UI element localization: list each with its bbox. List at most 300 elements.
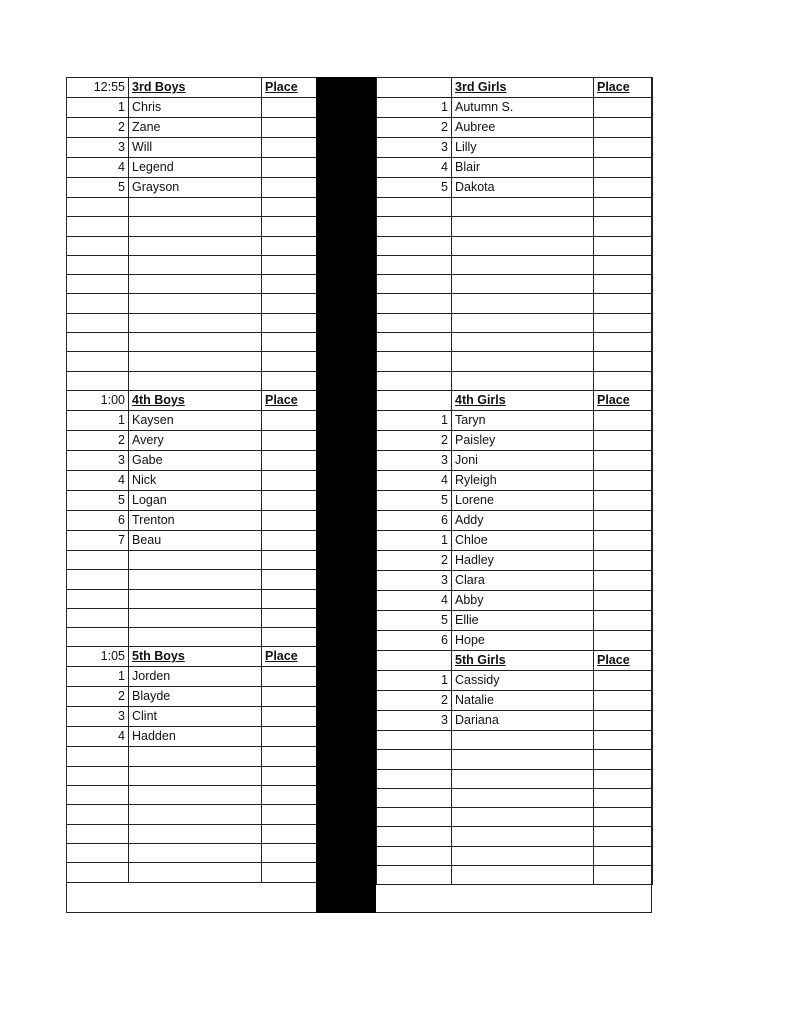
runner-name	[452, 236, 594, 255]
runner-name	[129, 236, 262, 255]
lane-number	[67, 275, 129, 294]
runner-name: Will	[129, 138, 262, 158]
lane-number	[377, 198, 452, 217]
runner-name: Beau	[129, 530, 262, 550]
place-cell	[594, 352, 653, 371]
table-row	[377, 590, 653, 610]
place-cell	[262, 470, 317, 490]
lane-number	[67, 333, 129, 352]
lane-number	[67, 628, 129, 647]
table-row	[67, 589, 317, 608]
runner-name	[452, 217, 594, 236]
runner-name: Paisley	[452, 430, 594, 450]
runner-name: Ryleigh	[452, 470, 594, 490]
runner-name: Chris	[129, 98, 262, 118]
runner-name	[452, 788, 594, 807]
table-row	[67, 352, 317, 371]
table-row	[377, 138, 653, 158]
table-row	[67, 786, 317, 805]
place-cell	[262, 707, 317, 727]
runner-name: Trenton	[129, 510, 262, 530]
section-header-row	[67, 647, 317, 667]
table-row	[377, 352, 653, 371]
lane-number	[67, 198, 129, 217]
place-cell	[262, 628, 317, 647]
place-cell	[594, 333, 653, 352]
place-header: Place	[262, 78, 317, 98]
table-row	[377, 490, 653, 510]
lane-number	[67, 255, 129, 274]
table-row	[377, 610, 653, 630]
table-row	[67, 313, 317, 332]
lane-number	[377, 275, 452, 294]
lane-number	[377, 294, 452, 313]
place-cell	[594, 769, 653, 788]
table-row	[377, 570, 653, 590]
place-cell	[594, 313, 653, 332]
table-row	[67, 805, 317, 824]
heat-time: 1:05	[67, 647, 129, 667]
heat-time: 12:55	[67, 78, 129, 98]
lane-number	[377, 313, 452, 332]
table-row	[377, 275, 653, 294]
place-cell	[262, 333, 317, 352]
place-cell	[594, 217, 653, 236]
place-header: Place	[594, 650, 653, 670]
table-row	[67, 667, 317, 687]
place-cell	[594, 490, 653, 510]
place-cell	[594, 710, 653, 730]
place-cell	[262, 863, 317, 882]
heat-time: 1:00	[67, 390, 129, 410]
runner-name	[452, 371, 594, 390]
table-row	[67, 371, 317, 390]
lane-number: 3	[67, 138, 129, 158]
runner-name: Joni	[452, 450, 594, 470]
runner-name	[452, 275, 594, 294]
heat-title: 4th Girls	[452, 390, 594, 410]
lane-number	[377, 236, 452, 255]
lane-number: 7	[67, 530, 129, 550]
table-row	[377, 371, 653, 390]
place-cell	[262, 490, 317, 510]
table-row	[377, 690, 653, 710]
lane-number: 2	[377, 550, 452, 570]
lane-number	[67, 352, 129, 371]
runner-name	[129, 217, 262, 236]
lane-number: 4	[377, 470, 452, 490]
runner-name: Clara	[452, 570, 594, 590]
runner-name: Logan	[129, 490, 262, 510]
lane-number: 5	[67, 490, 129, 510]
lane-number	[67, 747, 129, 766]
lane-number: 1	[377, 98, 452, 118]
table-row	[377, 866, 653, 885]
table-row	[67, 766, 317, 785]
runner-name: Dakota	[452, 178, 594, 198]
lane-number: 1	[67, 667, 129, 687]
runner-name	[129, 570, 262, 589]
table-row	[377, 217, 653, 236]
runner-name: Blair	[452, 158, 594, 178]
table-row	[67, 550, 317, 569]
runner-name: Addy	[452, 510, 594, 530]
runner-name	[452, 827, 594, 846]
lane-number	[67, 589, 129, 608]
table-row	[377, 827, 653, 846]
place-cell	[262, 766, 317, 785]
table-row	[377, 550, 653, 570]
runner-name: Aubree	[452, 118, 594, 138]
table-row	[67, 843, 317, 862]
lane-number: 6	[377, 510, 452, 530]
lane-number: 2	[377, 430, 452, 450]
lane-number	[67, 608, 129, 627]
runner-name	[452, 333, 594, 352]
place-header: Place	[262, 647, 317, 667]
runner-name: Legend	[129, 158, 262, 178]
place-cell	[594, 450, 653, 470]
runner-name: Grayson	[129, 178, 262, 198]
place-cell	[594, 294, 653, 313]
place-cell	[594, 236, 653, 255]
runner-name: Clint	[129, 707, 262, 727]
table-row	[67, 707, 317, 727]
lane-number: 2	[67, 118, 129, 138]
runner-name: Cassidy	[452, 670, 594, 690]
place-cell	[262, 198, 317, 217]
place-cell	[262, 824, 317, 843]
runner-name	[129, 863, 262, 882]
table-row	[67, 158, 317, 178]
runner-name: Hadden	[129, 727, 262, 747]
place-cell	[262, 275, 317, 294]
runner-name	[129, 313, 262, 332]
place-cell	[262, 843, 317, 862]
lane-number	[377, 333, 452, 352]
runner-name: Hadley	[452, 550, 594, 570]
table-row	[67, 608, 317, 627]
place-cell	[262, 313, 317, 332]
table-row	[377, 750, 653, 769]
table-row	[377, 430, 653, 450]
lane-number: 1	[67, 98, 129, 118]
lane-number	[377, 255, 452, 274]
runner-name: Lorene	[452, 490, 594, 510]
table-row	[377, 530, 653, 550]
place-cell	[594, 255, 653, 274]
place-cell	[262, 550, 317, 569]
place-cell	[594, 846, 653, 865]
table-row	[67, 178, 317, 198]
place-cell	[594, 198, 653, 217]
lane-number	[67, 294, 129, 313]
table-row	[67, 510, 317, 530]
place-cell	[262, 450, 317, 470]
table-row	[67, 628, 317, 647]
runner-name	[452, 313, 594, 332]
place-cell	[594, 510, 653, 530]
place-cell	[262, 410, 317, 430]
heat-title: 3rd Boys	[129, 78, 262, 98]
lane-number: 5	[67, 178, 129, 198]
table-row	[377, 450, 653, 470]
place-cell	[262, 667, 317, 687]
runner-name	[129, 371, 262, 390]
runner-name: Natalie	[452, 690, 594, 710]
table-row	[377, 808, 653, 827]
runner-name: Zane	[129, 118, 262, 138]
lane-number	[377, 866, 452, 885]
place-cell	[262, 786, 317, 805]
lane-number: 3	[377, 710, 452, 730]
heat-title: 5th Girls	[452, 650, 594, 670]
place-cell	[594, 138, 653, 158]
table-row	[377, 769, 653, 788]
runner-name	[452, 808, 594, 827]
lane-number	[67, 217, 129, 236]
table-row	[67, 255, 317, 274]
lane-number: 2	[67, 430, 129, 450]
lane-number	[67, 570, 129, 589]
table-row	[67, 430, 317, 450]
runner-name: Avery	[129, 430, 262, 450]
table-row	[377, 333, 653, 352]
runner-name	[129, 628, 262, 647]
heat-time	[377, 78, 452, 98]
place-cell	[594, 275, 653, 294]
lane-number: 3	[377, 450, 452, 470]
runner-name	[129, 805, 262, 824]
lane-number	[377, 846, 452, 865]
runner-name	[452, 255, 594, 274]
table-row	[67, 294, 317, 313]
lane-number	[67, 313, 129, 332]
lane-number	[377, 769, 452, 788]
lane-number: 4	[377, 590, 452, 610]
runner-name: Autumn S.	[452, 98, 594, 118]
table-row	[67, 687, 317, 707]
table-row	[377, 730, 653, 749]
section-header-row	[67, 390, 317, 410]
place-cell	[594, 158, 653, 178]
runner-name: Blayde	[129, 687, 262, 707]
lane-number: 1	[377, 670, 452, 690]
place-cell	[594, 610, 653, 630]
table-row	[67, 98, 317, 118]
boys-heat-table	[66, 77, 317, 883]
lane-number: 4	[377, 158, 452, 178]
place-cell	[594, 827, 653, 846]
table-row	[67, 727, 317, 747]
lane-number	[67, 824, 129, 843]
lane-number	[67, 786, 129, 805]
runner-name: Taryn	[452, 410, 594, 430]
table-row	[377, 118, 653, 138]
place-cell	[262, 217, 317, 236]
runner-name: Jorden	[129, 667, 262, 687]
runner-name	[129, 333, 262, 352]
table-row	[67, 333, 317, 352]
place-cell	[594, 98, 653, 118]
table-row	[377, 846, 653, 865]
place-cell	[594, 550, 653, 570]
heat-title: 4th Boys	[129, 390, 262, 410]
table-row	[377, 670, 653, 690]
table-row	[67, 275, 317, 294]
runner-name	[452, 294, 594, 313]
table-row	[67, 410, 317, 430]
center-divider-bar	[316, 77, 376, 913]
place-cell	[262, 747, 317, 766]
runner-name	[129, 766, 262, 785]
lane-number: 2	[377, 690, 452, 710]
runner-name: Lilly	[452, 138, 594, 158]
runner-name: Abby	[452, 590, 594, 610]
place-cell	[594, 530, 653, 550]
lane-number	[67, 371, 129, 390]
lane-number: 3	[67, 450, 129, 470]
heat-title: 5th Boys	[129, 647, 262, 667]
runner-name	[452, 352, 594, 371]
place-cell	[594, 590, 653, 610]
lane-number: 1	[67, 410, 129, 430]
place-cell	[594, 808, 653, 827]
runner-name: Hope	[452, 630, 594, 650]
table-row	[377, 178, 653, 198]
runner-name	[129, 198, 262, 217]
place-cell	[262, 510, 317, 530]
lane-number	[67, 236, 129, 255]
table-row	[67, 138, 317, 158]
place-cell	[262, 371, 317, 390]
table-row	[377, 294, 653, 313]
table-row	[67, 118, 317, 138]
table-row	[67, 530, 317, 550]
lane-number	[377, 827, 452, 846]
table-row	[67, 236, 317, 255]
lane-number: 5	[377, 610, 452, 630]
place-cell	[262, 805, 317, 824]
place-header: Place	[262, 390, 317, 410]
table-row	[67, 747, 317, 766]
table-row	[67, 863, 317, 882]
place-cell	[594, 410, 653, 430]
table-row	[377, 470, 653, 490]
table-row	[67, 217, 317, 236]
lane-number: 3	[377, 138, 452, 158]
lane-number	[377, 808, 452, 827]
runner-name	[129, 747, 262, 766]
table-row	[67, 824, 317, 843]
lane-number: 2	[67, 687, 129, 707]
lane-number: 3	[67, 707, 129, 727]
place-cell	[594, 630, 653, 650]
place-header: Place	[594, 390, 653, 410]
table-row	[377, 255, 653, 274]
place-cell	[262, 589, 317, 608]
runner-name	[129, 352, 262, 371]
table-row	[377, 788, 653, 807]
section-header-row	[377, 78, 653, 98]
table-row	[67, 490, 317, 510]
place-cell	[594, 430, 653, 450]
place-cell	[262, 158, 317, 178]
place-cell	[594, 570, 653, 590]
runner-name	[129, 275, 262, 294]
place-cell	[594, 670, 653, 690]
table-row	[377, 313, 653, 332]
lane-number	[67, 843, 129, 862]
place-cell	[262, 570, 317, 589]
runner-name: Nick	[129, 470, 262, 490]
runner-name	[129, 786, 262, 805]
place-cell	[262, 430, 317, 450]
lane-number	[377, 217, 452, 236]
table-row	[67, 198, 317, 217]
lane-number: 1	[377, 410, 452, 430]
runner-name	[452, 846, 594, 865]
section-header-row	[377, 650, 653, 670]
table-row	[377, 630, 653, 650]
heat-time	[377, 390, 452, 410]
table-row	[377, 510, 653, 530]
place-cell	[262, 138, 317, 158]
place-cell	[262, 352, 317, 371]
lane-number: 3	[377, 570, 452, 590]
runner-name	[129, 824, 262, 843]
place-cell	[594, 118, 653, 138]
place-cell	[594, 690, 653, 710]
runner-name: Gabe	[129, 450, 262, 470]
lane-number	[67, 863, 129, 882]
table-row	[377, 158, 653, 178]
section-header-row	[377, 390, 653, 410]
table-row	[377, 98, 653, 118]
table-row	[377, 198, 653, 217]
lane-number: 2	[377, 118, 452, 138]
lane-number: 1	[377, 530, 452, 550]
lane-number	[377, 788, 452, 807]
runner-name: Chloe	[452, 530, 594, 550]
lane-number	[377, 352, 452, 371]
table-row	[377, 410, 653, 430]
place-cell	[594, 788, 653, 807]
lane-number: 5	[377, 178, 452, 198]
place-cell	[594, 178, 653, 198]
place-cell	[262, 687, 317, 707]
runner-name	[129, 294, 262, 313]
place-cell	[262, 608, 317, 627]
runner-name: Kaysen	[129, 410, 262, 430]
place-cell	[594, 730, 653, 749]
lane-number	[377, 371, 452, 390]
lane-number: 4	[67, 727, 129, 747]
place-cell	[262, 255, 317, 274]
runner-name	[452, 730, 594, 749]
place-cell	[262, 727, 317, 747]
place-cell	[594, 470, 653, 490]
heat-time	[377, 650, 452, 670]
runner-name	[129, 589, 262, 608]
lane-number	[67, 766, 129, 785]
table-row	[377, 236, 653, 255]
lane-number	[67, 805, 129, 824]
table-row	[67, 570, 317, 589]
lane-number	[377, 730, 452, 749]
runner-name	[452, 198, 594, 217]
runner-name: Dariana	[452, 710, 594, 730]
